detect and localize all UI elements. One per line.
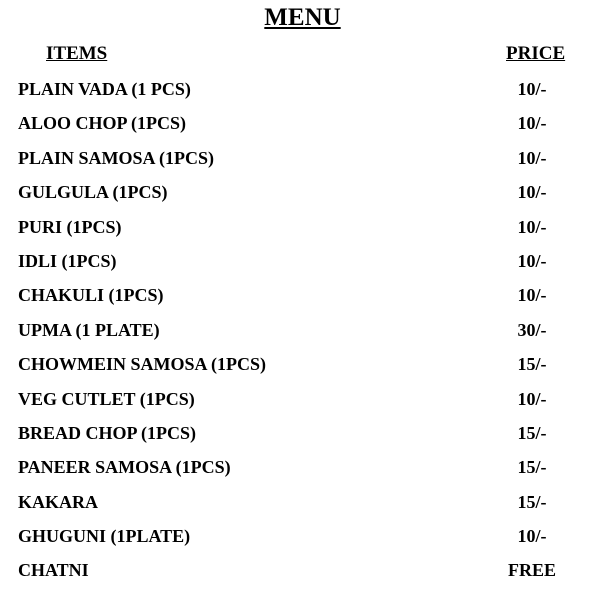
items-column-header: ITEMS: [46, 43, 108, 64]
menu-item-price: 10/-: [517, 250, 547, 271]
menu-row: [0, 455, 600, 489]
menu-row: [0, 111, 600, 145]
menu-item-price: 10/-: [517, 182, 547, 203]
menu-item-price: 10/-: [517, 113, 547, 134]
menu-item-price: 10/-: [517, 79, 547, 99]
menu-item-name: PLAIN SAMOSA (1PCS): [18, 147, 215, 168]
menu-item-name: CHAKULI (1PCS): [18, 285, 164, 306]
menu-item-name: CHOWMEIN SAMOSA (1PCS): [18, 354, 267, 375]
menu-item-price: 15/-: [517, 457, 547, 478]
menu-item-price: 10/-: [517, 147, 547, 168]
menu-item-price: FREE: [507, 560, 556, 581]
menu-item-name: BREAD CHOP (1PCS): [18, 422, 197, 443]
menu-item-name: IDLI (1PCS): [18, 250, 117, 271]
menu-item-price: 10/-: [517, 388, 547, 409]
menu-title: MENU: [264, 4, 341, 31]
menu-item-name: KAKARA: [18, 491, 98, 512]
price-column-header: PRICE: [506, 43, 566, 64]
menu-item-name: CHATNI: [18, 560, 89, 581]
menu-item-price: 15/-: [517, 354, 547, 375]
menu-item-price: 30/-: [517, 319, 547, 340]
menu-row: [0, 490, 600, 524]
menu-item-price: 10/-: [517, 285, 547, 306]
menu-row: [0, 249, 600, 283]
menu-row: [0, 387, 600, 421]
menu-row: [0, 524, 600, 558]
menu-item-price: 10/-: [517, 216, 547, 237]
menu-item-name: VEG CUTLET (1PCS): [18, 388, 195, 409]
menu-item-name: PLAIN VADA (1 PCS): [18, 79, 191, 99]
menu-row: [0, 352, 600, 386]
menu-item-name: PANEER SAMOSA (1PCS): [18, 457, 231, 478]
menu-item-price: 10/-: [517, 526, 547, 547]
menu-row: [0, 283, 600, 317]
menu-row: [0, 180, 600, 214]
menu-row: [0, 215, 600, 249]
menu-row: [0, 146, 600, 180]
menu-row: [0, 318, 600, 352]
menu-row: [0, 77, 600, 111]
menu-item-price: 15/-: [517, 422, 547, 443]
menu-list: [0, 77, 600, 593]
menu-item-name: GHUGUNI (1PLATE): [18, 526, 191, 547]
menu-item-name: GULGULA (1PCS): [18, 182, 168, 203]
menu-item-name: UPMA (1 PLATE): [18, 319, 160, 340]
menu-item-name: ALOO CHOP (1PCS): [18, 113, 187, 134]
menu-row: [0, 558, 600, 592]
menu-item-name: PURI (1PCS): [18, 216, 122, 237]
menu-row: [0, 421, 600, 455]
menu-item-price: 15/-: [517, 491, 547, 512]
